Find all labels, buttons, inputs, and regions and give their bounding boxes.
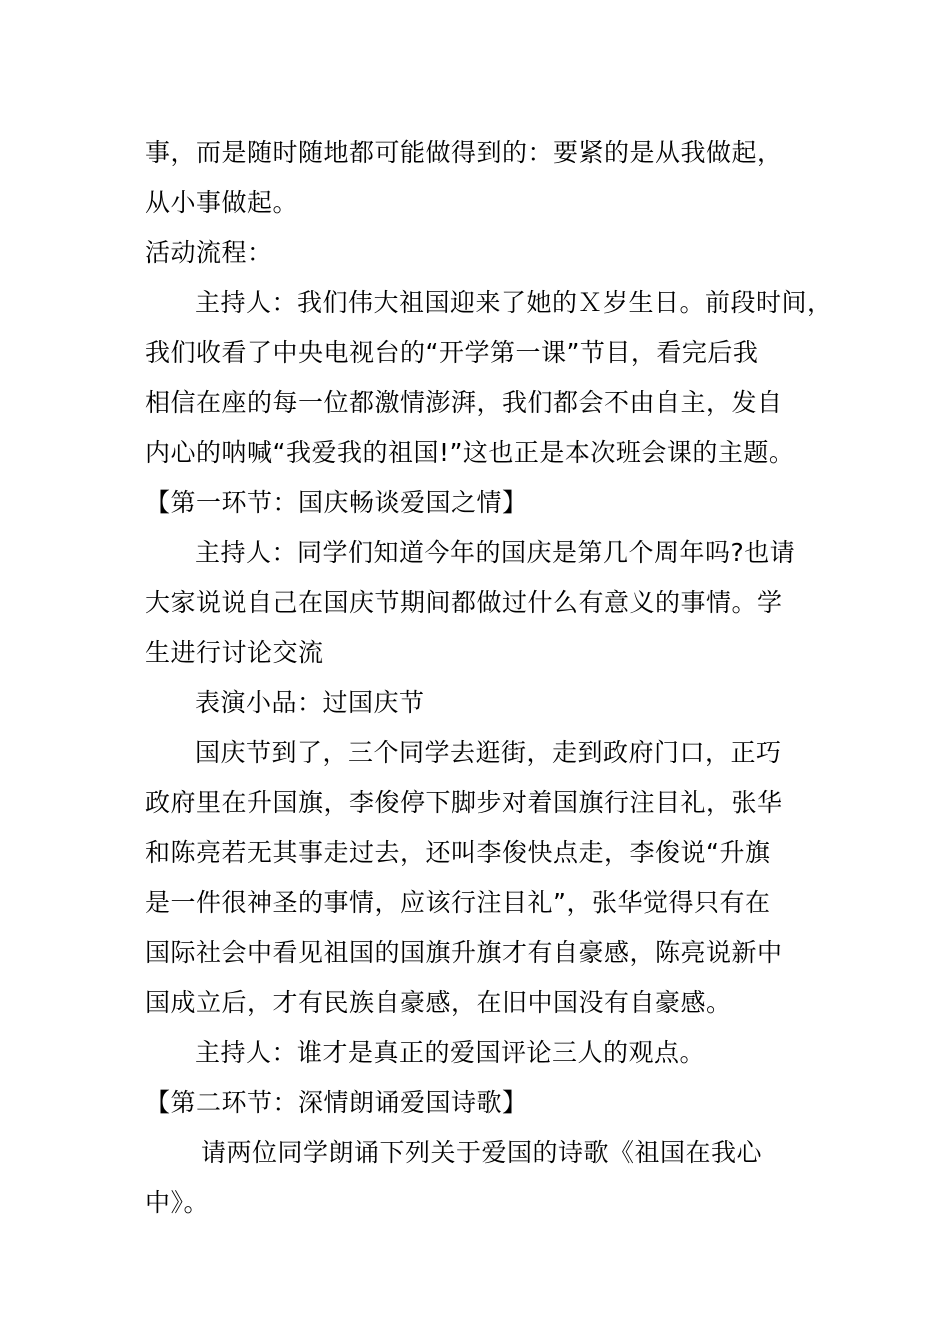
text-line: 事，而是随时随地都可能做得到的：要紧的是从我做起，: [145, 138, 783, 167]
text-line: 主持人：谁才是真正的爱国评论三人的观点。: [195, 1038, 706, 1067]
text-line: 内心的呐喊“我爱我的祖国!”这也正是本次班会课的主题。: [145, 438, 795, 467]
text-line: 主持人：我们伟大祖国迎来了她的Ｘ岁生日。前段时间，: [195, 288, 833, 317]
text-line: 生进行讨论交流: [145, 638, 324, 667]
document-body: [145, 128, 833, 1228]
text-line: 中》。: [145, 1188, 210, 1217]
text-line: 从小事做起。: [145, 188, 299, 217]
text-line: 国庆节到了，三个同学去逛街，走到政府门口，正巧: [195, 738, 782, 767]
text-line: 我们收看了中央电视台的“开学第一课”节目，看完后我: [145, 338, 759, 367]
text-line: 政府里在升国旗，李俊停下脚步对着国旗行注目礼，张华: [145, 788, 783, 817]
section-heading: 活动流程：: [145, 238, 273, 267]
text-line: 相信在座的每一位都激情澎湃，我们都会不由自主，发自: [145, 388, 783, 417]
section-heading: 【第二环节：深情朗诵爱国诗歌】: [145, 1088, 528, 1117]
text-line: 是一件很神圣的事情，应该行注目礼”，张华觉得只有在: [145, 888, 771, 917]
text-line: 大家说说自己在国庆节期间都做过什么有意义的事情。学: [145, 588, 783, 617]
text-line: 主持人：同学们知道今年的国庆是第几个周年吗?也请: [195, 538, 796, 567]
text-line: 国际社会中看见祖国的国旗升旗才有自豪感，陈亮说新中: [145, 938, 783, 967]
text-line: 国成立后，才有民族自豪感，在旧中国没有自豪感。: [145, 988, 732, 1017]
text-line: 和陈亮若无其事走过去，还叫李俊快点走，李俊说“升旗: [145, 838, 771, 867]
text-line: 表演小品：过国庆节: [195, 688, 425, 717]
text-line: 请两位同学朗诵下列关于爱国的诗歌《祖国在我心: [201, 1138, 763, 1167]
section-heading: 【第一环节：国庆畅谈爱国之情】: [145, 488, 528, 517]
